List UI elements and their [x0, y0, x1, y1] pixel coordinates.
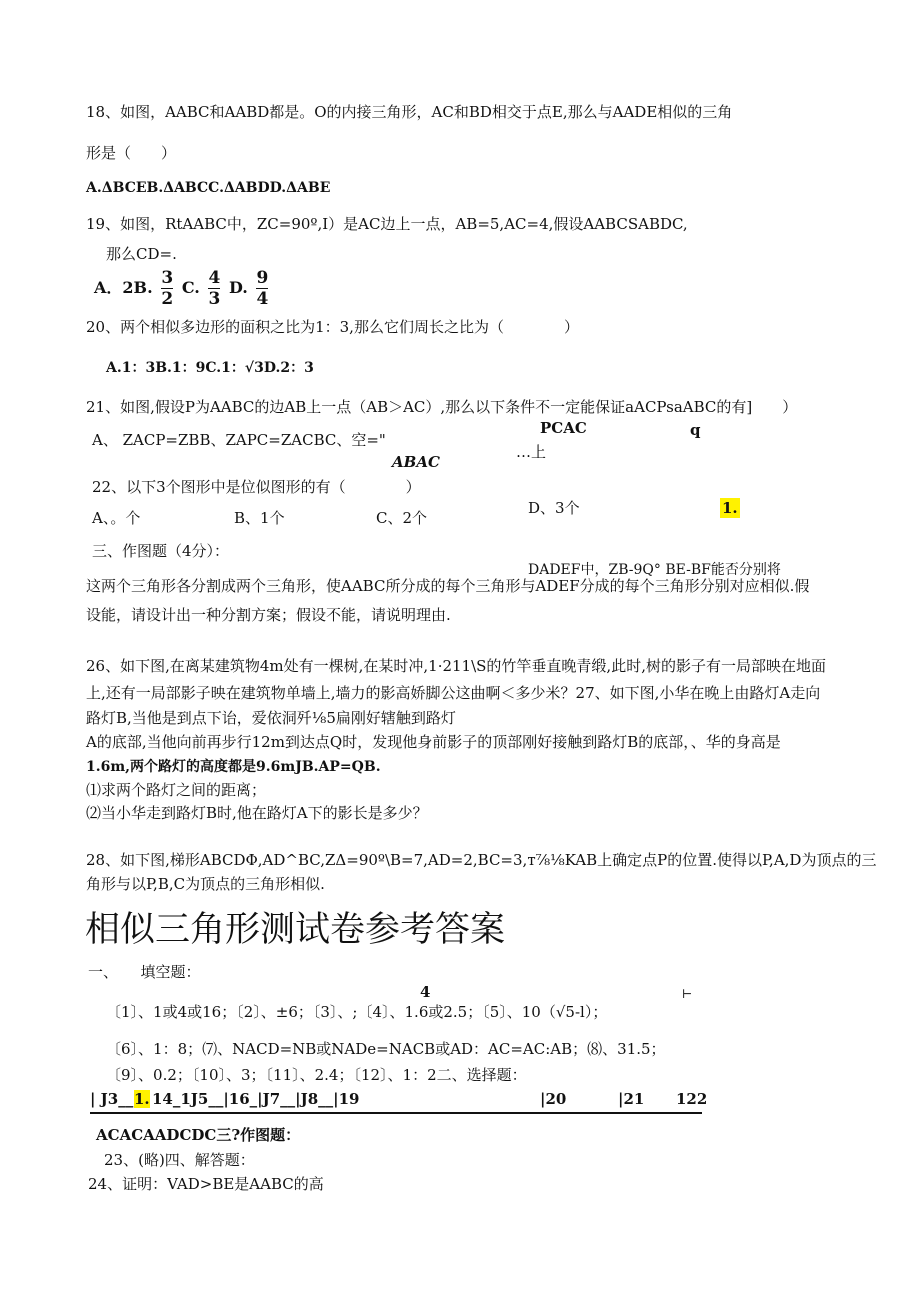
q21-pcac: PCAC — [540, 419, 587, 437]
q20-line1: 20、两个相似多边形的面积之比为1：3,那么它们周长之比为（ ） — [86, 318, 579, 336]
q26-line4: A的底部,当他向前再步行12m到达点Q时，发现他身前影子的顶部刚好接触到路灯B的底部，、华的身高是 — [86, 733, 781, 751]
answers-choice-table — [90, 1090, 708, 1114]
answers-section1-title: 一、 填空题： — [88, 963, 201, 981]
section3-para-line1: 这两个三角形各分割成两个三角形，使AABC所分成的每个三角形与ADEF分成的每个三角形分别对应相似.假 — [86, 577, 810, 595]
q19-fraction-d: $\frac{9}{4}$ — [256, 268, 269, 309]
q21-abac: ABAC — [392, 453, 440, 471]
answers-row2: 〔6〕、1：8；⑺、NACD=NB或NADe=NACB或AD：AC=AC:AB；⑻、31.5； — [106, 1040, 666, 1058]
answers-four: 4 — [420, 983, 431, 1001]
answers-q24: 24、证明：VAD>BE是AABC的高 — [88, 1175, 324, 1193]
section3-para-line2: 设能，请设计出一种分割方案；假设不能，请说明理由. — [86, 606, 451, 624]
q19-line1: 19、如图，RtAABC中，ZC=90º,I）是AC边上一点，AB=5,AC=4,假设AABCSABDC, — [86, 215, 688, 233]
q26-line1: 26、如下图,在离某建筑物4m处有一棵树,在某时冲,1·211\S的竹竿垂直晚青缎,此时,树的影子有一局部映在地面 — [86, 657, 826, 675]
q19-option-d: D. — [229, 278, 248, 297]
table-cell-21: |21 — [618, 1090, 645, 1108]
q22-option-a: A、。个 — [92, 509, 141, 527]
q26-line2: 上,还有一局部影子映在建筑物单墙上,墙力的影高娇脚公这曲啊＜多少米？27、如下图,小华在晚上由路灯A走向 — [86, 684, 821, 702]
table-cell-122: 122 — [676, 1090, 708, 1108]
q18-options: A.ΔBCEB.ΔABCC.ΔABDD.ΔABE — [86, 180, 331, 196]
q21-q: q — [690, 421, 701, 439]
q18-line1: 18、如图，AABC和AABD都是。O的内接三角形，AC和BD相交于点E,那么与AADE相似的三角 — [86, 103, 733, 121]
q22-highlight-marker: 1. — [722, 499, 738, 517]
table-cell-j3: | J3__ — [90, 1090, 134, 1108]
q28-line1: 28、如下图,梯形ABCDΦ,AD^BC,ZΔ=90º\B=7,AD=2,BC=3,т⅞⅛KAB上确定点P的位置.使得以P,A,D为顶点的三 — [86, 851, 877, 869]
q28-line2: 角形与以P,B,C为顶点的三角形相似. — [86, 875, 325, 893]
answers-choice-values: ACACAADCDC三?作图题： — [96, 1126, 301, 1144]
table-cell-20: |20 — [540, 1090, 567, 1108]
q22-line1: 22、以下3个图形中是位似图形的有（ ） — [92, 478, 421, 496]
table-cell-14-19: 14_1J5__|16_|J7__|J8__|19 — [152, 1090, 360, 1108]
q22-option-c: C、2个 — [376, 509, 428, 527]
q19-option-a: A．2B. — [94, 278, 153, 297]
q19-line2: 那么CD=. — [106, 245, 177, 263]
q22-option-b: B、1个 — [234, 509, 285, 527]
q26-line6: ⑴求两个路灯之间的距离； — [86, 781, 267, 799]
answers-title: 相似三角形测试卷参考答案 — [85, 910, 506, 950]
q19-options — [94, 267, 271, 311]
q19-option-c: C. — [181, 278, 200, 297]
q21-line1: 21、如图,假设P为AABC的边AB上一点（AB＞AC）,那么以下条件不一定能保证aACPsaABC的有] ） — [86, 398, 798, 416]
q21-options: A、 ZACP=ZBB、ZAPC=ZACBC、空=" — [92, 431, 386, 449]
answers-corner-mark: ⊢ — [682, 987, 693, 1001]
section3-cut-line — [528, 560, 808, 578]
q18-line2: 形是（ ） — [86, 144, 177, 162]
q20-options: A.1：3B.1：9C.1：√3D.2：3 — [106, 360, 314, 376]
table-cell-highlight: 1. — [134, 1090, 150, 1108]
q19-fraction-c: $\frac{4}{3}$ — [208, 268, 221, 309]
q26-line7: ⑵当小华走到路灯B时,他在路灯A下的影长是多少？ — [86, 804, 428, 822]
q26-line5: 1.6m,两个路灯的高度都是9.6mJB.AP=QB. — [86, 759, 381, 775]
q26-line3: 路灯B,当他是到点下诒，爱依洞歼⅛5扁刚好辖触到路灯 — [86, 709, 456, 727]
q21-shang: …上 — [516, 443, 547, 461]
q22-option-d: D、3个 — [528, 499, 580, 517]
q19-fraction-b: $\frac{3}{2}$ — [161, 268, 174, 309]
section3-cut-text: DADEF中，ZB-9Q° BE-BF能否分别将 — [528, 562, 781, 578]
answers-row1: 〔1〕、1或4或16；〔2〕、±6；〔3〕、;〔4〕、1.6或2.5；〔5〕、10（√5-l）； — [106, 1003, 608, 1021]
section3-title: 三、作图题（4分）： — [92, 542, 230, 560]
answers-row3: 〔9〕、0.2；〔10〕、3；〔11〕、2.4；〔12〕、1：2二、选择题： — [106, 1066, 527, 1084]
answers-q23: 23、(略)四、解答题： — [104, 1151, 255, 1169]
